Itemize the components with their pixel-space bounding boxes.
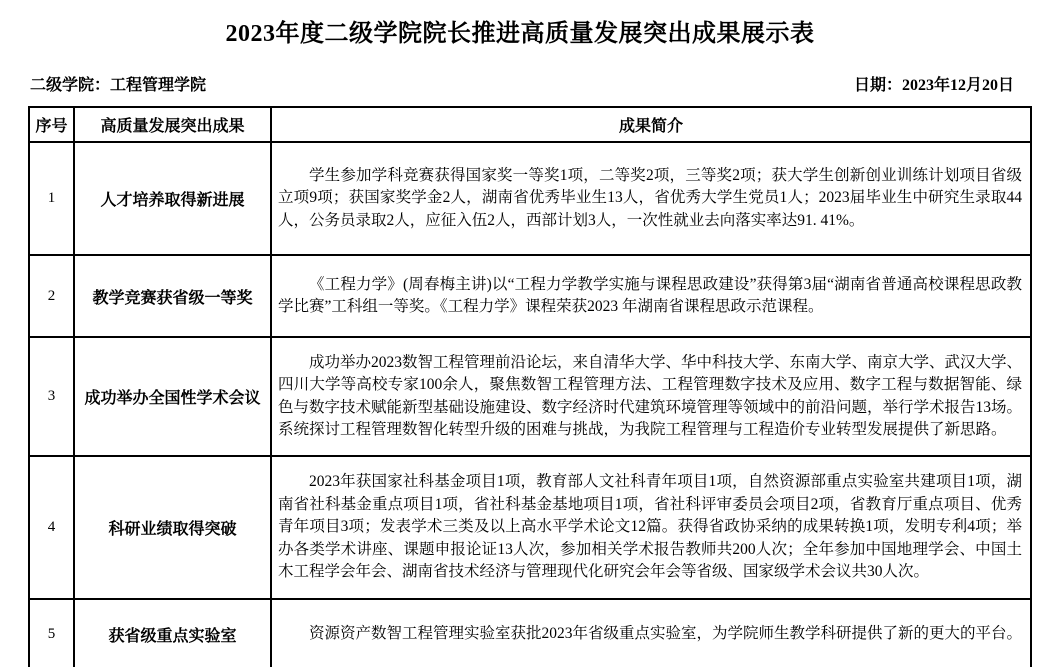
table-row [29, 456, 1031, 599]
row-achievement: 科研业绩取得突破 [74, 456, 271, 599]
row-summary [271, 337, 1031, 456]
date-label: 日期：2023年12月20日 [853, 77, 1014, 94]
row-number: 4 [29, 456, 74, 599]
row-achievement: 获省级重点实验室 [74, 599, 271, 667]
results-table [28, 106, 1032, 667]
table-row [29, 337, 1031, 456]
header-summary: 成果简介 [271, 107, 1031, 142]
header-achievement: 高质量发展突出成果 [74, 107, 271, 142]
header-no: 序号 [29, 107, 74, 142]
table-header-row [29, 107, 1031, 142]
row-summary-text: 《工程力学》(周春梅主讲)以“工程力学教学实施与课程思政建设”获得第3届“湖南省普通高校课程思政教学比赛”工科组一等奖。《工程力学》课程荣获2023 年湖南省课程思政示范课程。 [278, 275, 1022, 315]
meta-row [30, 72, 1014, 95]
row-number: 3 [29, 337, 74, 456]
row-summary [271, 599, 1031, 667]
college-label: 二级学院：工程管理学院 [30, 77, 207, 94]
row-number: 5 [29, 599, 74, 667]
row-summary-text: 成功举办2023数智工程管理前沿论坛，来自清华大学、华中科技大学、东南大学、南京大学、武汉大学、四川大学等高校专家100余人，聚焦数智工程管理方法、工程管理数字技术及应用、数字工程与数据智能、绿色与数字技术赋能新型基础设施建设、数字经济时代建筑环境管理等领域中的前沿问题，举行学术报告13场。系统探讨工程管理数智化转型升级的困难与挑战，为我院工程管理与工程造价专业转型发展提供了新思路。 [278, 353, 1023, 438]
page-title: 2023年度二级学院院长推进高质量发展突出成果展示表 [225, 21, 815, 47]
table-row [29, 142, 1031, 255]
row-summary [271, 255, 1031, 337]
row-summary-text: 学生参加学科竞赛获得国家奖一等奖1项，二等奖2项，三等奖2项；获大学生创新创业训练计划项目省级立项9项；获国家奖学金2人，湖南省优秀毕业生13人，省优秀大学生党员1人；2023届毕业生中研究生录取44人，公务员录取2人，应征入伍2人，西部计划3人，一次性就业去向落实率达91. 41%。 [278, 166, 1022, 229]
row-summary-text: 2023年获国家社科基金项目1项，教育部人文社科青年项目1项，自然资源部重点实验室共建项目1项，湖南省社科基金重点项目1项，省社科基金基地项目1项，省社科评审委员会项目2项，省教育厅重点项目、优秀青年项目3项；发表学术三类及以上高水平学术论文12篇。获得省政协采纳的成果转换1项，发明专利4项；举办各类学术讲座、课题申报论证13人次，参加相关学术报告教师共200人次；全年参加中国地理学会、中国土木工程学会年会、湖南省技术经济与管理现代化研究会年会等省级、国家级学术会议共30人次。 [278, 473, 1022, 581]
row-achievement: 成功举办全国性学术会议 [74, 337, 271, 456]
row-achievement: 人才培养取得新进展 [74, 142, 271, 255]
row-achievement: 教学竞赛获省级一等奖 [74, 255, 271, 337]
row-summary [271, 142, 1031, 255]
table-row [29, 255, 1031, 337]
row-number: 1 [29, 142, 74, 255]
row-summary [271, 456, 1031, 599]
table-row [29, 599, 1031, 667]
row-summary-text: 资源资产数智工程管理实验室获批2023年省级重点实验室，为学院师生教学科研提供了新的更大的平台。 [309, 625, 1023, 643]
row-number: 2 [29, 255, 74, 337]
